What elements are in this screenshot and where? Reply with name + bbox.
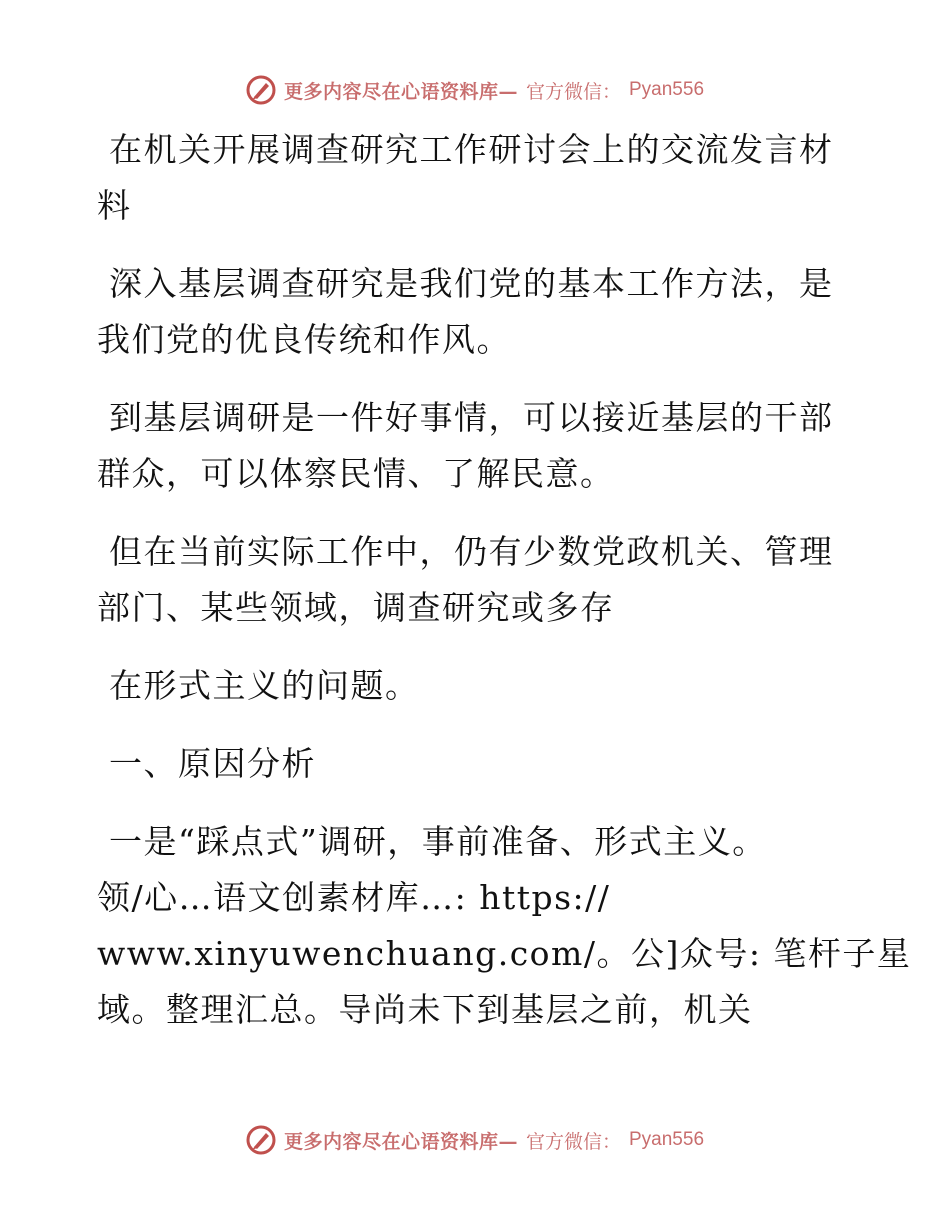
paragraph-line: 到基层调研是一件好事情，可以接近基层的干部 [109, 398, 834, 437]
paragraph-line: 深入基层调查研究是我们党的基本工作方法，是 [109, 264, 834, 303]
paragraph [97, 658, 832, 714]
watermark-wechat-label: 官方微信： [525, 1130, 621, 1153]
document-title [97, 122, 832, 234]
footer-watermark [0, 1122, 950, 1158]
paragraph-line: 群众，可以体察民情、了解民意。 [97, 454, 615, 493]
paragraph [97, 814, 912, 1038]
header-watermark [0, 72, 950, 108]
title-line: 料 [97, 186, 132, 225]
watermark-wechat-id: Pyan556 [629, 1129, 705, 1150]
section-heading [97, 736, 832, 792]
paragraph [97, 524, 832, 636]
watermark-text: 更多内容尽在心语资料库— [283, 80, 518, 103]
paragraph [97, 256, 832, 368]
watermark-text: 更多内容尽在心语资料库— [283, 1130, 518, 1153]
paragraph-line: www.xinyuwenchuang.com/。公]众号: 笔杆子星 [97, 934, 912, 973]
watermark-wechat-id: Pyan556 [629, 79, 705, 100]
heading-line: 一、原因分析 [109, 744, 316, 783]
pen-logo-icon [246, 75, 276, 105]
pen-logo-icon [246, 1125, 276, 1155]
watermark-wechat-label: 官方微信： [525, 80, 621, 103]
title-line: 在机关开展调查研究工作研讨会上的交流发言材 [109, 130, 834, 169]
paragraph [97, 390, 832, 502]
paragraph-line: 一是“踩点式”调研，事前准备、形式主义。 [109, 822, 767, 861]
paragraph-line: 部门、某些领域，调查研究或多存 [97, 588, 615, 627]
paragraph-line: 域。整理汇总。导尚未下到基层之前，机关 [97, 990, 753, 1029]
document-body [97, 122, 912, 1038]
paragraph-line: 但在当前实际工作中，仍有少数党政机关、管理 [109, 532, 834, 571]
paragraph-line: 我们党的优良传统和作风。 [97, 320, 511, 359]
paragraph-line: 领/心…语文创素材库…: https:// [97, 878, 611, 917]
paragraph-line: 在形式主义的问题。 [109, 666, 420, 705]
